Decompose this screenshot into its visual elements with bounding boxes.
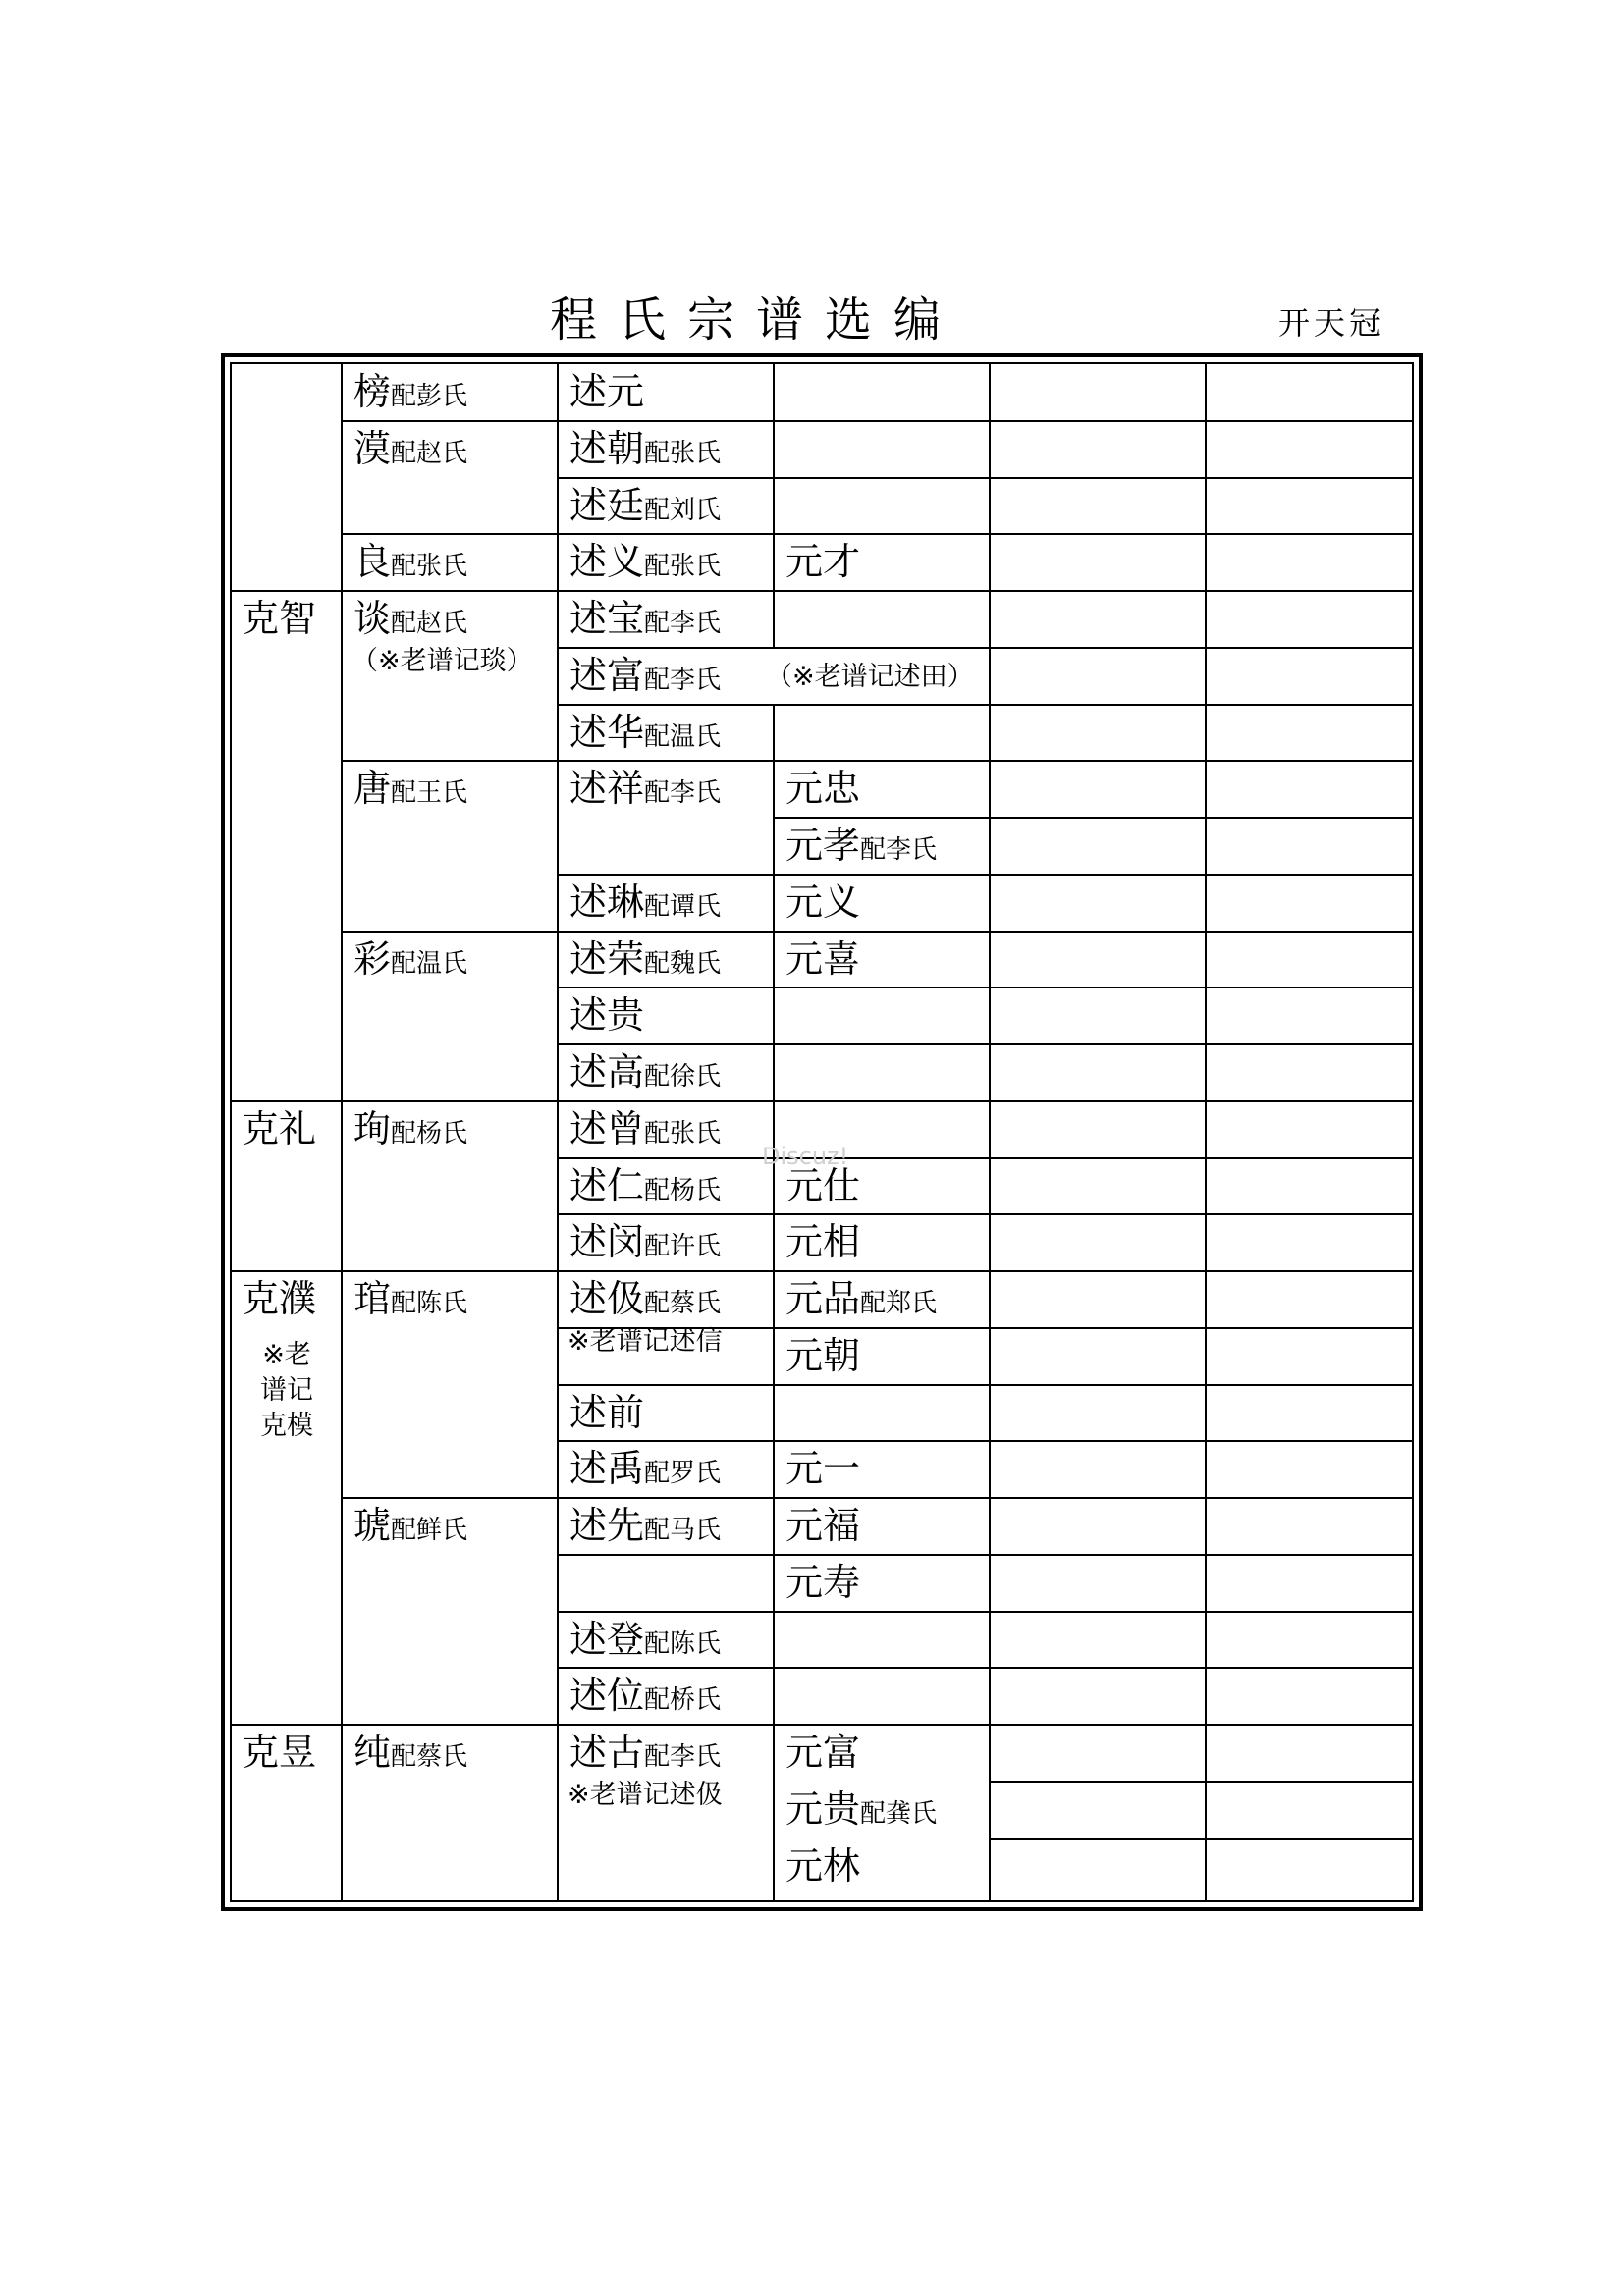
person-cell [353, 761, 556, 818]
son-cell-name: 述曾 [569, 1107, 645, 1150]
son-cell-name: 述祥 [569, 767, 645, 810]
grandson-cell-name: 元一 [785, 1447, 861, 1490]
grandson-cell [785, 1498, 988, 1555]
genealogy-table [230, 362, 1414, 1902]
son-cell-name: 述位 [569, 1674, 645, 1717]
person-cell [353, 1725, 556, 1782]
son-note: （※老谱记述田） [766, 662, 974, 692]
grandson-cell-name: 元贵 [785, 1788, 861, 1831]
grandson-cell-name: 元孝 [785, 824, 861, 867]
person-cell [353, 1498, 556, 1555]
grandson-cell-spouse: 配郑氏 [860, 1289, 938, 1318]
person-cell-spouse: 配王氏 [391, 778, 468, 808]
person-cell-spouse: 配彭氏 [391, 382, 468, 411]
son-cell-spouse: 配魏氏 [644, 949, 722, 979]
son-cell-spouse: 配张氏 [644, 1119, 722, 1148]
grandson-cell-name: 元相 [785, 1220, 861, 1263]
person-cell-spouse: 配赵氏 [391, 439, 468, 468]
column-rule [341, 364, 343, 1900]
row-rule [989, 1838, 1412, 1840]
grandson-cell [785, 818, 988, 875]
son-cell-name: 述富 [569, 654, 645, 697]
son-cell-name: 述廷 [569, 484, 645, 527]
person-cell-name: 唐 [353, 767, 392, 810]
person-cell-name: 珣 [353, 1107, 392, 1150]
son-cell-spouse: 配陈氏 [644, 1629, 722, 1659]
son-cell-spouse: 配张氏 [644, 439, 722, 468]
page-author: 开天冠 [1278, 304, 1385, 342]
son-cell [569, 1385, 772, 1442]
son-cell [569, 1441, 772, 1498]
person-cell-spouse: 配蔡氏 [391, 1742, 468, 1772]
son-cell-spouse: 配蔡氏 [644, 1289, 722, 1318]
son-cell-spouse: 配李氏 [644, 609, 722, 638]
grandson-cell [785, 534, 988, 591]
son-cell-name: 述元 [569, 370, 645, 413]
grandson-cell [785, 1271, 988, 1328]
column-rule [989, 364, 991, 1900]
son-cell-name: 述宝 [569, 597, 645, 640]
person-cell-name: 漠 [353, 427, 392, 470]
son-cell-name: 述闵 [569, 1220, 645, 1263]
generation-cell-name: 克智 [242, 597, 317, 640]
son-cell [569, 1158, 772, 1215]
son-cell-spouse: 配温氏 [644, 722, 722, 752]
son-cell-spouse: 配桥氏 [644, 1685, 722, 1715]
son-cell [569, 478, 772, 535]
grandson-cell [785, 761, 988, 818]
son-cell-name: 述前 [569, 1391, 645, 1434]
generation-cell [242, 1271, 338, 1328]
person-cell-name: 榜 [353, 370, 392, 413]
person-cell-name: 琥 [353, 1504, 392, 1547]
son-cell [569, 1214, 772, 1271]
son-cell-spouse: 配刘氏 [644, 496, 722, 525]
son-cell [569, 1101, 772, 1158]
son-cell-spouse: 配李氏 [644, 778, 722, 808]
son-cell-name: 述朝 [569, 427, 645, 470]
page-title: 程氏宗谱选编 [550, 293, 963, 347]
grandson-cell [785, 1214, 988, 1271]
grandson-cell [785, 932, 988, 988]
son-cell [569, 705, 772, 762]
grandson-cell [785, 1725, 988, 1782]
son-cell [569, 1044, 772, 1101]
son-cell-spouse: 配张氏 [644, 552, 722, 581]
person-cell [353, 591, 556, 648]
son-cell [569, 875, 772, 932]
son-cell-spouse: 配马氏 [644, 1516, 722, 1545]
son-cell-spouse: 配许氏 [644, 1232, 722, 1261]
grandson-cell [785, 1839, 988, 1896]
person-cell-spouse: 配赵氏 [391, 609, 468, 638]
son-cell [569, 591, 772, 648]
grandson-cell-name: 元林 [785, 1844, 861, 1888]
grandson-cell-name: 元福 [785, 1504, 861, 1547]
generation-cell [242, 1101, 338, 1158]
son-cell [569, 534, 772, 591]
generation-cell [242, 1725, 338, 1782]
son-cell-spouse: 配徐氏 [644, 1062, 722, 1092]
son-cell [569, 988, 772, 1044]
son-cell [569, 1725, 772, 1782]
son-cell-name: 述义 [569, 540, 645, 583]
grandson-cell-name: 元喜 [785, 937, 861, 981]
son-note: ※老谱记述伋 [568, 1780, 723, 1810]
son-cell [569, 364, 772, 421]
person-cell-spouse: 配杨氏 [391, 1119, 468, 1148]
son-cell-name: 述荣 [569, 937, 645, 981]
row-rule [989, 1781, 1412, 1783]
son-cell-spouse: 配罗氏 [644, 1459, 722, 1488]
person-cell [353, 364, 556, 421]
grandson-cell-name: 元才 [785, 540, 861, 583]
person-cell-spouse: 配陈氏 [391, 1289, 468, 1318]
generation-cell-name: 克濮 [242, 1277, 317, 1320]
son-cell [569, 421, 772, 478]
son-cell [569, 1271, 772, 1328]
grandson-cell-spouse: 配李氏 [860, 835, 938, 865]
person-cell-name: 谈 [353, 597, 392, 640]
person-cell-spouse: 配鲜氏 [391, 1516, 468, 1545]
column-rule [773, 364, 775, 1900]
son-cell-name: 述华 [569, 711, 645, 754]
generation-cell-name: 克昱 [242, 1731, 317, 1774]
person-cell-spouse: 配温氏 [391, 949, 468, 979]
son-cell-spouse: 配杨氏 [644, 1176, 722, 1205]
grandson-cell-spouse: 配龚氏 [860, 1799, 938, 1829]
son-cell [569, 932, 772, 988]
grandson-cell [785, 1328, 988, 1385]
son-cell-name: 述琳 [569, 881, 645, 924]
son-cell [569, 761, 772, 818]
person-cell-name: 彩 [353, 937, 392, 981]
son-cell-name: 述先 [569, 1504, 645, 1547]
grandson-cell-name: 元富 [785, 1731, 861, 1774]
person-cell [353, 534, 556, 591]
son-cell [569, 1668, 772, 1725]
grandson-cell-name: 元义 [785, 881, 861, 924]
grandson-cell-name: 元寿 [785, 1561, 861, 1604]
son-cell-name: 述贵 [569, 993, 645, 1037]
son-cell-spouse: 配李氏 [644, 666, 722, 695]
son-note: ※老谱记述信 [568, 1326, 723, 1357]
son-cell-spouse: 配谭氏 [644, 892, 722, 922]
generation-cell-name: 克礼 [242, 1107, 317, 1150]
son-cell-name: 述仁 [569, 1164, 645, 1207]
person-cell-name: 良 [353, 540, 392, 583]
grandson-cell [785, 1555, 988, 1612]
son-cell [569, 1498, 772, 1555]
son-cell-name: 述高 [569, 1050, 645, 1094]
son-cell-name: 述禹 [569, 1447, 645, 1490]
person-cell [353, 1271, 556, 1328]
generation-note: ※老谱记克模 [260, 1340, 313, 1441]
person-cell-name: 琯 [353, 1277, 392, 1320]
person-note: （※老谱记琰） [352, 646, 533, 676]
person-cell-spouse: 配张氏 [391, 552, 468, 581]
grandson-cell [785, 1782, 988, 1839]
grandson-cell [785, 1441, 988, 1498]
son-cell-name: 述古 [569, 1731, 645, 1774]
son-cell-name: 述伋 [569, 1277, 645, 1320]
person-cell-name: 纯 [353, 1731, 392, 1774]
grandson-cell [785, 875, 988, 932]
column-rule [1205, 364, 1207, 1900]
generation-cell [242, 591, 338, 648]
person-cell [353, 932, 556, 988]
son-cell-spouse: 配李氏 [644, 1742, 722, 1772]
person-cell [353, 1101, 556, 1158]
grandson-cell-name: 元朝 [785, 1334, 861, 1377]
column-rule [557, 364, 559, 1900]
watermark: Discuz! [762, 1143, 849, 1170]
person-cell [353, 421, 556, 478]
son-cell [569, 1612, 772, 1669]
son-cell-name: 述登 [569, 1618, 645, 1661]
grandson-cell-name: 元忠 [785, 767, 861, 810]
grandson-cell-name: 元品 [785, 1277, 861, 1320]
grandson-cell-name: 元仕 [785, 1164, 861, 1207]
